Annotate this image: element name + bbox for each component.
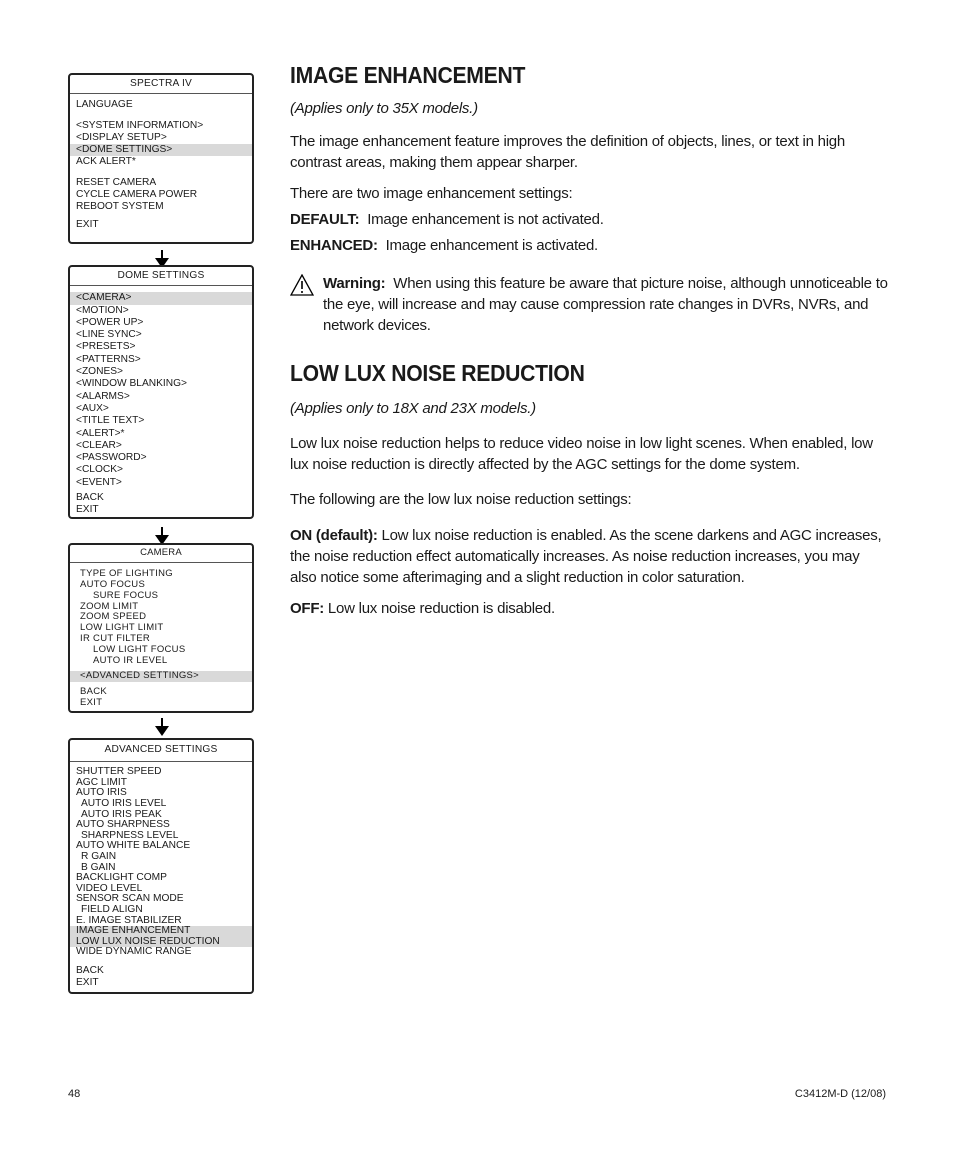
menu-item: IR CUT FILTER xyxy=(80,633,151,645)
menu-item-highlighted: LOW LUX NOISE REDUCTION xyxy=(70,937,252,948)
menu-item: CYCLE CAMERA POWER xyxy=(76,189,198,201)
enhanced-setting xyxy=(290,235,886,256)
image-enhancement-intro: The image enhancement feature improves the definition of objects, lines, or text in high contrast areas, making them appear sharper. xyxy=(290,133,845,171)
menu-item: SENSOR SCAN MODE xyxy=(76,893,184,905)
enhanced-label: ENHANCED: xyxy=(290,237,378,254)
menu-item: SHUTTER SPEED xyxy=(76,766,162,778)
menu-item: EXIT xyxy=(80,697,103,709)
menu-item: <EVENT> xyxy=(76,476,122,488)
spectra-iv-menu xyxy=(68,73,254,244)
menu-item: VIDEO LEVEL xyxy=(76,882,143,894)
low-lux-heading: LOW LUX NOISE REDUCTION xyxy=(290,360,585,386)
menu-item: B GAIN xyxy=(81,861,116,873)
menu-item: RESET CAMERA xyxy=(76,176,157,188)
menu-item-highlighted: <DOME SETTINGS> xyxy=(70,144,252,156)
menu-item: FIELD ALIGN xyxy=(81,904,143,916)
off-text: Low lux noise reduction is disabled. xyxy=(327,600,555,617)
warning-text: When using this feature be aware that picture noise, although unnoticeable to the eye, will increase and may cause compression rate changes in DVRs, NVRs, and network devices. xyxy=(323,275,888,334)
menu-item: AUTO IRIS PEAK xyxy=(81,808,162,820)
menu-item: <POWER UP> xyxy=(76,316,144,328)
menu-item: SURE FOCUS xyxy=(93,589,159,601)
image-enhancement-heading: IMAGE ENHANCEMENT xyxy=(290,62,526,88)
enhanced-text: Image enhancement is activated. xyxy=(385,237,598,254)
menu-item: TYPE OF LIGHTING xyxy=(80,568,173,580)
menu-item: BACK xyxy=(80,686,108,698)
menu-item: AUTO FOCUS xyxy=(80,579,146,591)
off-setting xyxy=(290,598,886,619)
menu-item: <ALARMS> xyxy=(76,390,130,402)
menu-item: <ZONES> xyxy=(76,366,123,378)
menu-item: REBOOT SYSTEM xyxy=(76,201,164,213)
menu-item: <LINE SYNC> xyxy=(76,329,142,341)
warning-note xyxy=(323,273,889,336)
menu-item: <PRESETS> xyxy=(76,341,136,353)
menu-item: LOW LIGHT LIMIT xyxy=(80,622,164,634)
menu-item: WIDE DYNAMIC RANGE xyxy=(76,946,192,958)
menu-item-highlighted: IMAGE ENHANCEMENT xyxy=(70,926,252,937)
menu-item: E. IMAGE STABILIZER xyxy=(76,914,182,926)
on-setting xyxy=(290,525,886,588)
menu-title: ADVANCED SETTINGS xyxy=(70,740,252,762)
camera-menu xyxy=(68,543,254,713)
menu-item: <PASSWORD> xyxy=(76,452,147,464)
low-lux-settings-intro: The following are the low lux noise reduction settings: xyxy=(290,491,632,508)
menu-item: <ALERT>* xyxy=(76,427,125,439)
default-label: DEFAULT: xyxy=(290,211,360,228)
menu-item: <CLEAR> xyxy=(76,439,122,451)
menu-item: BACK xyxy=(76,492,104,504)
menu-item: BACK xyxy=(76,964,104,976)
menu-item: <WINDOW BLANKING> xyxy=(76,378,187,390)
menu-item: AUTO IRIS LEVEL xyxy=(81,798,167,810)
menu-item: <AUX> xyxy=(76,402,109,414)
menu-item: <TITLE TEXT> xyxy=(76,415,145,427)
on-text: Low lux noise reduction is enabled. As the scene darkens and AGC increases, the noise reduction effect automatically increases. As noise reduction increases, you may also notice some afterimaging and a slight reduction in color saturation. xyxy=(290,527,882,586)
menu-item: ZOOM LIMIT xyxy=(80,600,139,612)
menu-item-highlighted: <ADVANCED SETTINGS> xyxy=(70,671,252,682)
image-enhancement-settings-intro: There are two image enhancement settings: xyxy=(290,185,573,202)
advanced-settings-menu xyxy=(68,738,254,994)
page-number: 48 xyxy=(68,1088,81,1100)
menu-item: AGC LIMIT xyxy=(76,776,127,788)
warning-label: Warning: xyxy=(323,275,386,292)
menu-item: <CLOCK> xyxy=(76,464,123,476)
off-label: OFF: xyxy=(290,600,324,617)
warning-icon xyxy=(290,274,314,296)
menu-item: LANGUAGE xyxy=(76,99,133,111)
menu-item: LOW LIGHT FOCUS xyxy=(93,643,186,655)
menu-item: <MOTION> xyxy=(76,304,129,316)
menu-item: <DISPLAY SETUP> xyxy=(76,131,167,143)
menu-item: AUTO IR LEVEL xyxy=(93,654,168,666)
menu-item: AUTO SHARPNESS xyxy=(76,819,170,831)
down-arrow-icon xyxy=(153,718,171,736)
menu-item-highlighted: <CAMERA> xyxy=(70,292,252,304)
menu-title: CAMERA xyxy=(70,545,252,563)
menu-item: EXIT xyxy=(76,218,99,230)
low-lux-applies: (Applies only to 18X and 23X models.) xyxy=(290,400,536,417)
menu-item: AUTO WHITE BALANCE xyxy=(76,840,191,852)
menu-item: <SYSTEM INFORMATION> xyxy=(76,119,204,131)
document-id: C3412M-D (12/08) xyxy=(794,1088,886,1100)
menu-item: <PATTERNS> xyxy=(76,353,141,365)
menu-title: DOME SETTINGS xyxy=(70,267,252,286)
image-enhancement-applies: (Applies only to 35X models.) xyxy=(290,100,478,117)
menu-item: ZOOM SPEED xyxy=(80,611,147,623)
menu-title: SPECTRA IV xyxy=(70,75,252,94)
default-setting xyxy=(290,209,886,230)
low-lux-intro: Low lux noise reduction helps to reduce video noise in low light scenes. When enabled, low lux noise reduction is directly affected by the AGC settings for the dome system. xyxy=(290,435,873,473)
menu-item: R GAIN xyxy=(81,851,117,863)
menu-item: AUTO IRIS xyxy=(76,787,127,799)
menu-item: EXIT xyxy=(76,504,99,516)
on-label: ON (default): xyxy=(290,527,378,544)
menu-item: ACK ALERT* xyxy=(76,156,136,168)
default-text: Image enhancement is not activated. xyxy=(367,211,604,228)
menu-item: SHARPNESS LEVEL xyxy=(81,829,179,841)
dome-settings-menu xyxy=(68,265,254,519)
menu-item: EXIT xyxy=(76,977,99,989)
menu-item: BACKLIGHT COMP xyxy=(76,872,167,884)
